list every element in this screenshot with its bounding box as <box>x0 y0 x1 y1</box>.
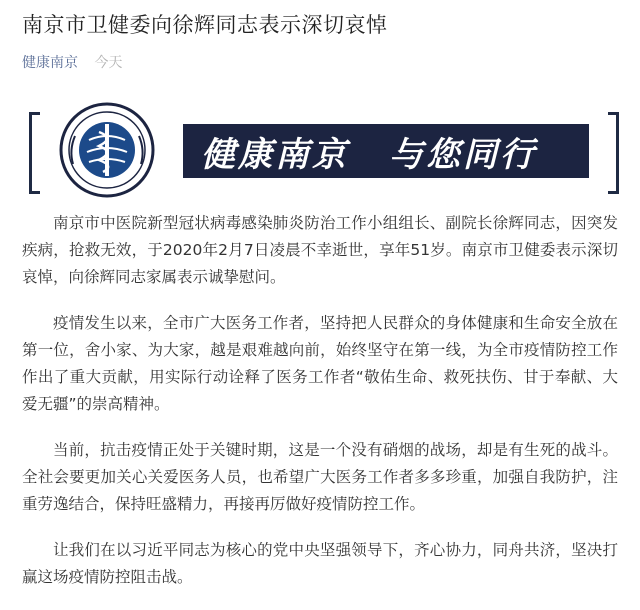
banner-bracket-right <box>608 112 619 194</box>
publish-time: 今天 <box>94 55 123 71</box>
health-commission-emblem-icon <box>59 102 155 198</box>
paragraph: 让我们在以习近平同志为核心的党中央坚强领导下，齐心协力，同舟共济，坚决打赢这场疫情防控阻击战。 <box>22 541 618 586</box>
slogan-part-2: 与您同行 <box>389 134 537 175</box>
article-meta <box>22 54 122 72</box>
paragraph: 南京市中医院新型冠状病毒感染肺炎防治工作小组组长、副院长徐辉同志，因突发疾病，抢救无效，于2020年2月7日凌晨不幸逝世，享年51岁。南京市卫健委表示深切哀悼，向徐辉同志家属表示诚挚慰问。 <box>22 214 618 286</box>
article-body <box>22 210 618 610</box>
paragraph: 疫情发生以来，全市广大医务工作者，坚持把人民群众的身体健康和生命安全放在第一位，舍小家、为大家，越是艰难越向前，始终坚守在第一线，为全市疫情防控工作作出了重大贡献，用实际行动诠释了医务工作者“敬佑生命、救死扶伤、甘于奉献、大爱无疆”的崇高精神。 <box>22 314 618 413</box>
slogan-part-1: 健康南京 <box>201 134 349 175</box>
account-name-link[interactable]: 健康南京 <box>22 55 78 71</box>
banner-bracket-left <box>29 112 40 194</box>
banner-slogan <box>183 124 589 178</box>
article-title: 南京市卫健委向徐辉同志表示深切哀悼 <box>22 13 388 37</box>
header-banner <box>29 100 619 200</box>
paragraph: 当前，抗击疫情正处于关键时期，这是一个没有硝烟的战场，却是有生死的战斗。全社会要更加关心关爱医务人员，也希望广大医务工作者多多珍重，加强自我防护，注重劳逸结合，保持旺盛精力，再接再厉做好疫情防控工作。 <box>22 441 618 513</box>
